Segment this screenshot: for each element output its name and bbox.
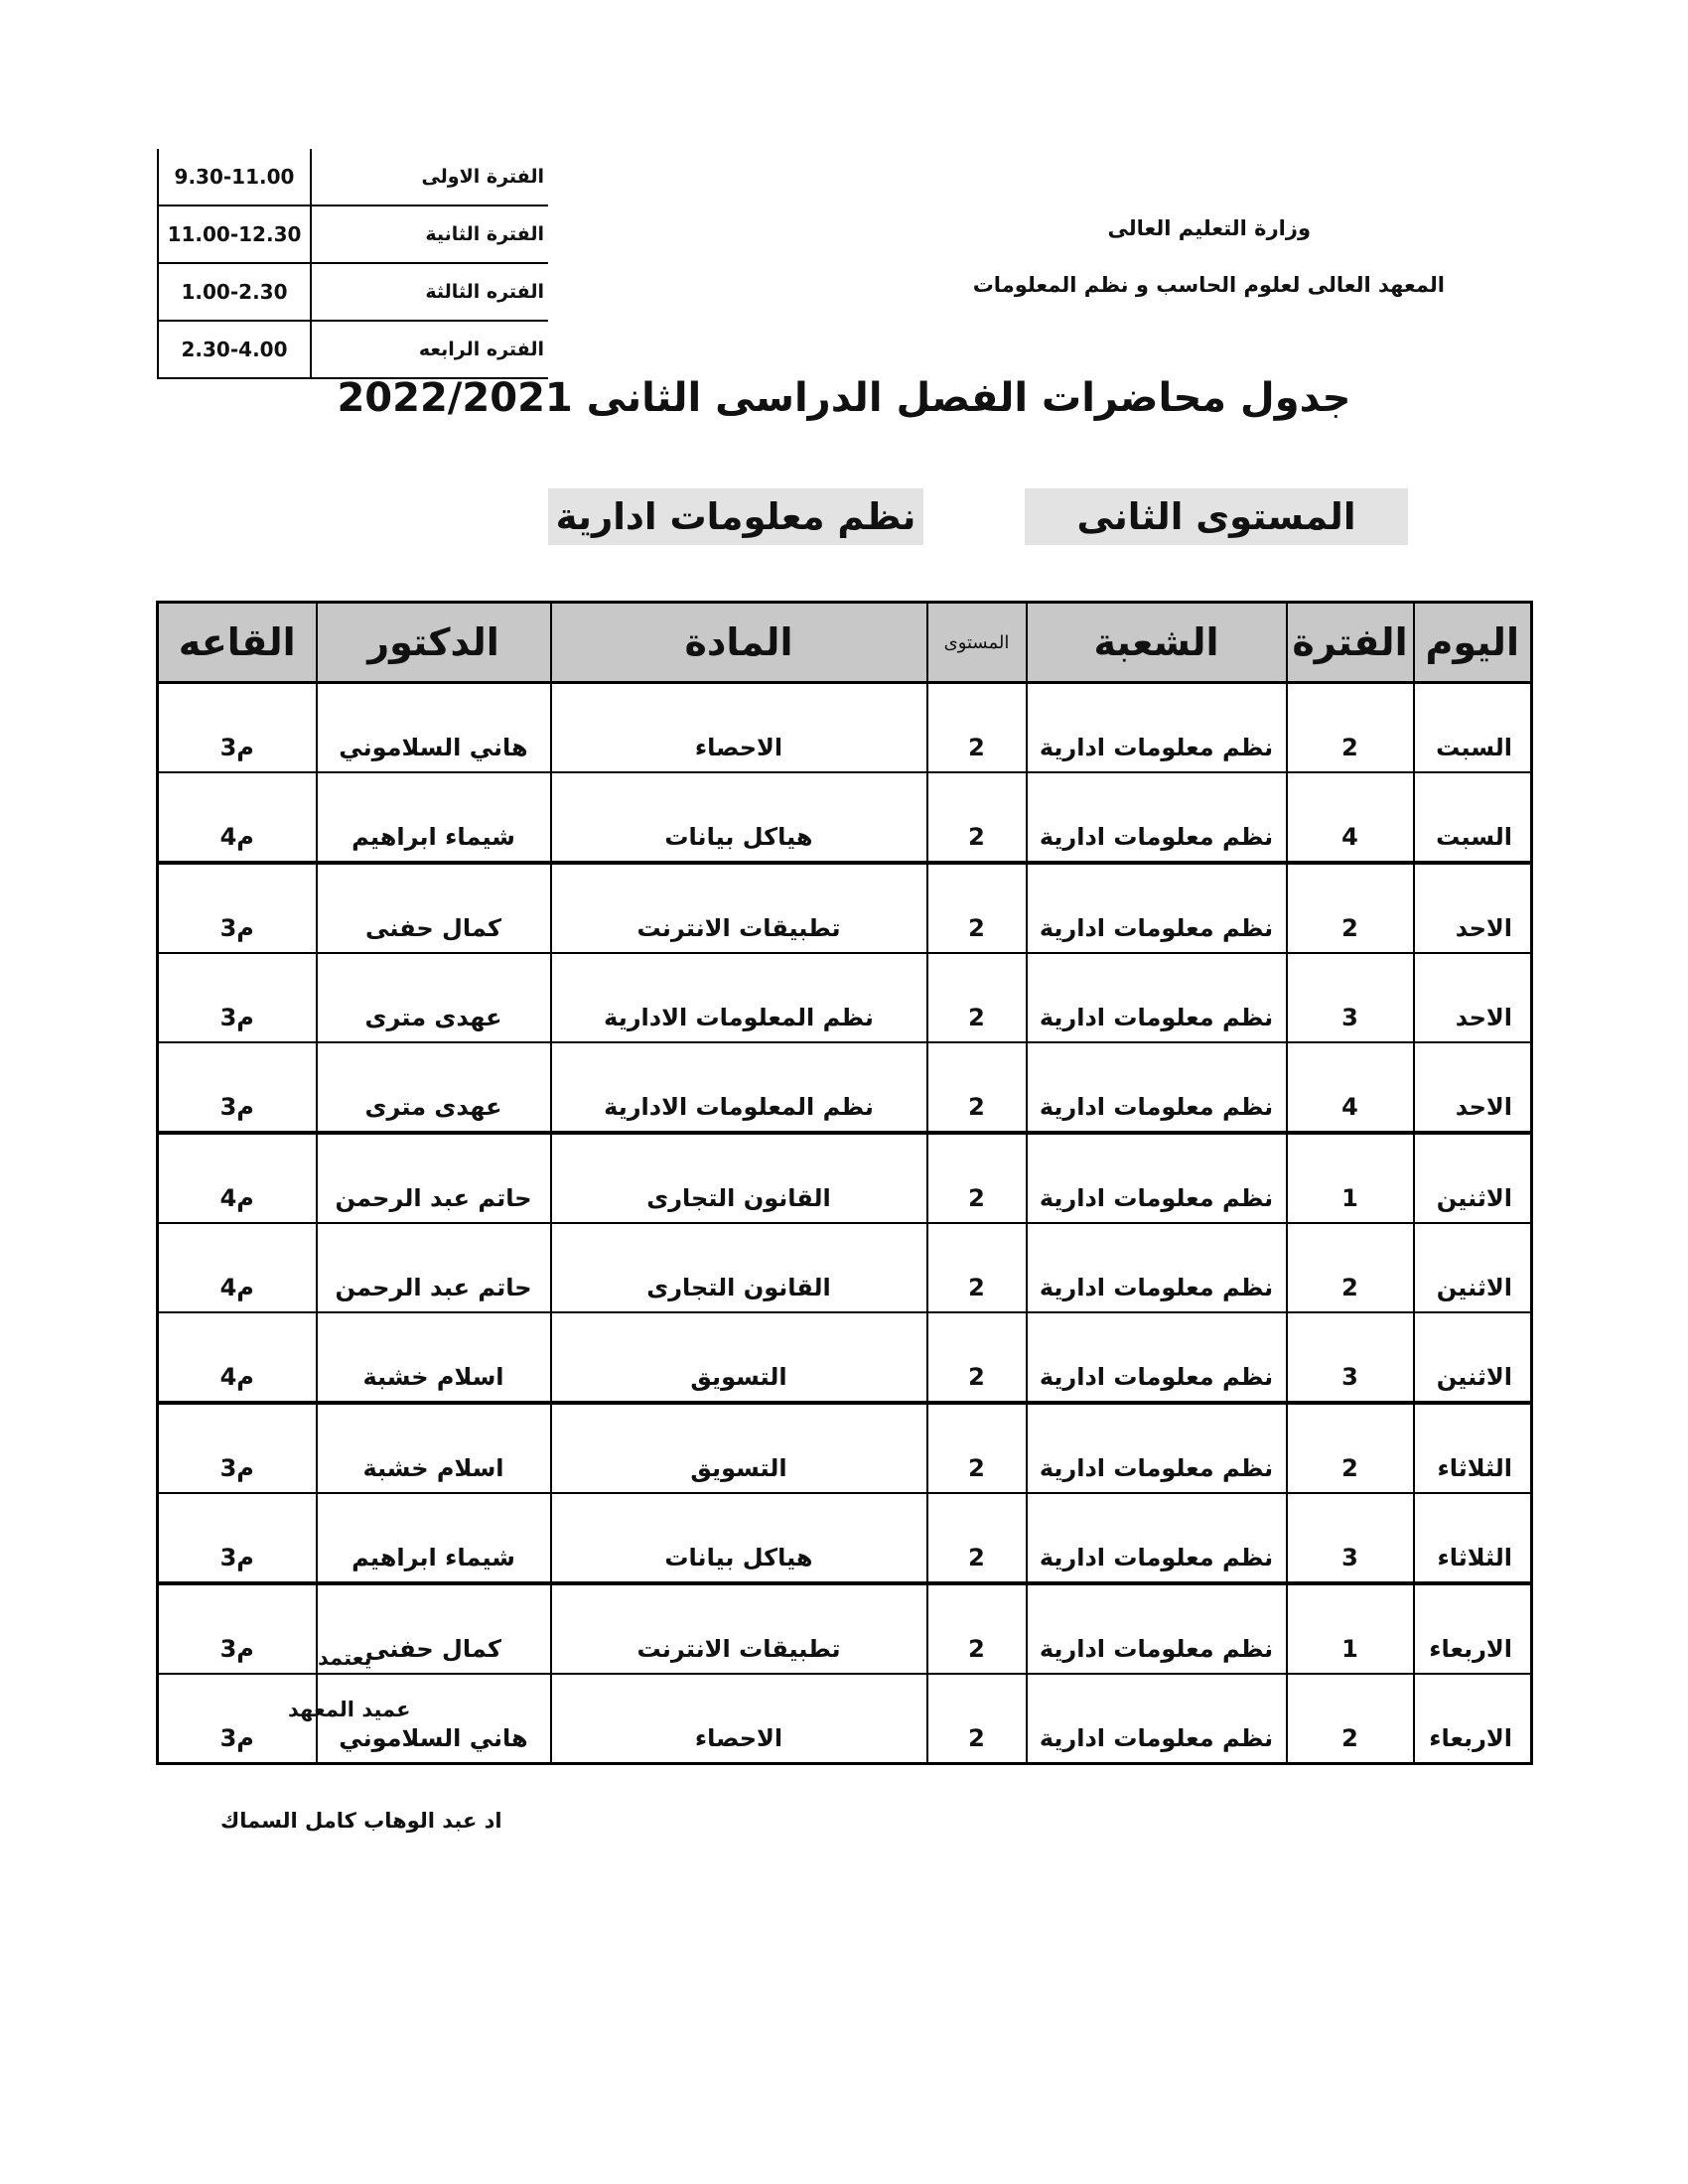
table-row xyxy=(158,1042,1532,1133)
cell-subject: الاحصاء xyxy=(551,683,927,773)
cell-day: الاثنين xyxy=(1414,1133,1532,1223)
cell-day: الاربعاء xyxy=(1414,1583,1532,1674)
cell-level: 2 xyxy=(927,1583,1027,1674)
table-row xyxy=(158,863,1532,953)
cell-day: السبت xyxy=(1414,683,1532,773)
cell-level: 2 xyxy=(927,1223,1027,1312)
page-title: جدول محاضرات الفصل الدراسى الثانى 2022/2021 xyxy=(337,375,1351,421)
cell-room: م4 xyxy=(158,1133,317,1223)
cell-doctor: شيماء ابراهيم xyxy=(317,772,551,863)
institute-name: المعهد العالى لعلوم الحاسب و نظم المعلومات xyxy=(972,273,1445,297)
cell-room: م3 xyxy=(158,863,317,953)
period-row xyxy=(158,149,548,205)
cell-period: 2 xyxy=(1287,1223,1414,1312)
cell-period: 2 xyxy=(1287,1403,1414,1493)
period-row xyxy=(158,263,548,321)
cell-doctor: اسلام خشبة xyxy=(317,1403,551,1493)
cell-doctor: عهدى مترى xyxy=(317,953,551,1042)
table-header-row xyxy=(158,603,1532,683)
cell-doctor: حاتم عبد الرحمن xyxy=(317,1223,551,1312)
cell-room: م3 xyxy=(158,953,317,1042)
cell-level: 2 xyxy=(927,953,1027,1042)
period-time: 1.00-2.30 xyxy=(158,263,311,321)
cell-section: نظم معلومات ادارية xyxy=(1027,772,1287,863)
header-day: اليوم xyxy=(1414,603,1532,683)
cell-level: 2 xyxy=(927,1133,1027,1223)
cell-room: م3 xyxy=(158,1403,317,1493)
cell-section: نظم معلومات ادارية xyxy=(1027,863,1287,953)
table-row xyxy=(158,772,1532,863)
cell-level: 2 xyxy=(927,772,1027,863)
cell-room: م4 xyxy=(158,1312,317,1403)
cell-section: نظم معلومات ادارية xyxy=(1027,1583,1287,1674)
cell-day: الاحد xyxy=(1414,1042,1532,1133)
cell-subject: نظم المعلومات الادارية xyxy=(551,953,927,1042)
cell-room: م3 xyxy=(158,683,317,773)
header-section: الشعبة xyxy=(1027,603,1287,683)
cell-period: 3 xyxy=(1287,1493,1414,1583)
cell-section: نظم معلومات ادارية xyxy=(1027,1674,1287,1764)
cell-period: 1 xyxy=(1287,1583,1414,1674)
cell-day: السبت xyxy=(1414,772,1532,863)
cell-doctor: هاني السلاموني xyxy=(317,683,551,773)
header-subject: المادة xyxy=(551,603,927,683)
cell-room: م4 xyxy=(158,772,317,863)
cell-period: 3 xyxy=(1287,1312,1414,1403)
cell-room: م3 xyxy=(158,1674,317,1764)
cell-day: الاحد xyxy=(1414,953,1532,1042)
period-time: 2.30-4.00 xyxy=(158,321,311,378)
period-name: الفتره الثالثة xyxy=(311,263,548,321)
approve-label: يعتمد xyxy=(318,1646,372,1670)
cell-doctor: عهدى مترى xyxy=(317,1042,551,1133)
periods-table xyxy=(157,149,548,379)
cell-subject: التسويق xyxy=(551,1403,927,1493)
cell-subject: نظم المعلومات الادارية xyxy=(551,1042,927,1133)
cell-day: الثلاثاء xyxy=(1414,1403,1532,1493)
cell-subject: تطبيقات الانترنت xyxy=(551,1583,927,1674)
cell-subject: التسويق xyxy=(551,1312,927,1403)
cell-doctor: كمال حفنى xyxy=(317,1583,551,1674)
cell-room: م3 xyxy=(158,1493,317,1583)
cell-level: 2 xyxy=(927,683,1027,773)
cell-section: نظم معلومات ادارية xyxy=(1027,1403,1287,1493)
table-row xyxy=(158,1493,1532,1583)
cell-subject: تطبيقات الانترنت xyxy=(551,863,927,953)
period-name: الفتره الرابعه xyxy=(311,321,548,378)
cell-period: 2 xyxy=(1287,1674,1414,1764)
cell-section: نظم معلومات ادارية xyxy=(1027,1312,1287,1403)
cell-level: 2 xyxy=(927,1312,1027,1403)
cell-section: نظم معلومات ادارية xyxy=(1027,683,1287,773)
cell-section: نظم معلومات ادارية xyxy=(1027,953,1287,1042)
cell-level: 2 xyxy=(927,1042,1027,1133)
period-name: الفترة الثانية xyxy=(311,205,548,263)
table-row xyxy=(158,1403,1532,1493)
cell-section: نظم معلومات ادارية xyxy=(1027,1042,1287,1133)
cell-period: 4 xyxy=(1287,1042,1414,1133)
level-label: المستوى الثانى xyxy=(1025,488,1408,545)
cell-subject: القانون التجارى xyxy=(551,1133,927,1223)
cell-period: 3 xyxy=(1287,953,1414,1042)
cell-period: 4 xyxy=(1287,772,1414,863)
period-time: 9.30-11.00 xyxy=(158,149,311,205)
cell-level: 2 xyxy=(927,1493,1027,1583)
cell-level: 2 xyxy=(927,863,1027,953)
table-row xyxy=(158,683,1532,773)
cell-period: 2 xyxy=(1287,683,1414,773)
ministry-name: وزارة التعليم العالى xyxy=(1107,216,1311,240)
cell-doctor: كمال حفنى xyxy=(317,863,551,953)
table-row xyxy=(158,953,1532,1042)
header-period: الفترة xyxy=(1287,603,1414,683)
header-room: القاعه xyxy=(158,603,317,683)
header-level: المستوى xyxy=(927,603,1027,683)
cell-section: نظم معلومات ادارية xyxy=(1027,1493,1287,1583)
period-name: الفترة الاولى xyxy=(311,149,548,205)
cell-doctor: اسلام خشبة xyxy=(317,1312,551,1403)
cell-day: الاثنين xyxy=(1414,1223,1532,1312)
cell-period: 2 xyxy=(1287,863,1414,953)
period-row xyxy=(158,205,548,263)
cell-day: الثلاثاء xyxy=(1414,1493,1532,1583)
table-row xyxy=(158,1312,1532,1403)
table-row xyxy=(158,1133,1532,1223)
cell-subject: هياكل بيانات xyxy=(551,772,927,863)
cell-subject: هياكل بيانات xyxy=(551,1493,927,1583)
cell-level: 2 xyxy=(927,1674,1027,1764)
dean-title: عميد المعهد xyxy=(288,1698,411,1721)
header-doctor: الدكتور xyxy=(317,603,551,683)
cell-day: الاحد xyxy=(1414,863,1532,953)
cell-day: الاثنين xyxy=(1414,1312,1532,1403)
department-label: نظم معلومات ادارية xyxy=(548,488,923,545)
cell-subject: القانون التجارى xyxy=(551,1223,927,1312)
cell-doctor: حاتم عبد الرحمن xyxy=(317,1133,551,1223)
cell-level: 2 xyxy=(927,1403,1027,1493)
period-time: 11.00-12.30 xyxy=(158,205,311,263)
cell-section: نظم معلومات ادارية xyxy=(1027,1133,1287,1223)
cell-section: نظم معلومات ادارية xyxy=(1027,1223,1287,1312)
cell-day: الاربعاء xyxy=(1414,1674,1532,1764)
cell-doctor: هاني السلاموني xyxy=(317,1674,551,1764)
cell-doctor: شيماء ابراهيم xyxy=(317,1493,551,1583)
cell-room: م4 xyxy=(158,1223,317,1312)
cell-period: 1 xyxy=(1287,1133,1414,1223)
cell-room: م3 xyxy=(158,1042,317,1133)
cell-room: م3 xyxy=(158,1583,317,1674)
dean-name: اد عبد الوهاب كامل السماك xyxy=(220,1809,502,1833)
cell-subject: الاحصاء xyxy=(551,1674,927,1764)
schedule-table xyxy=(156,601,1533,1765)
table-row xyxy=(158,1223,1532,1312)
period-row xyxy=(158,321,548,378)
